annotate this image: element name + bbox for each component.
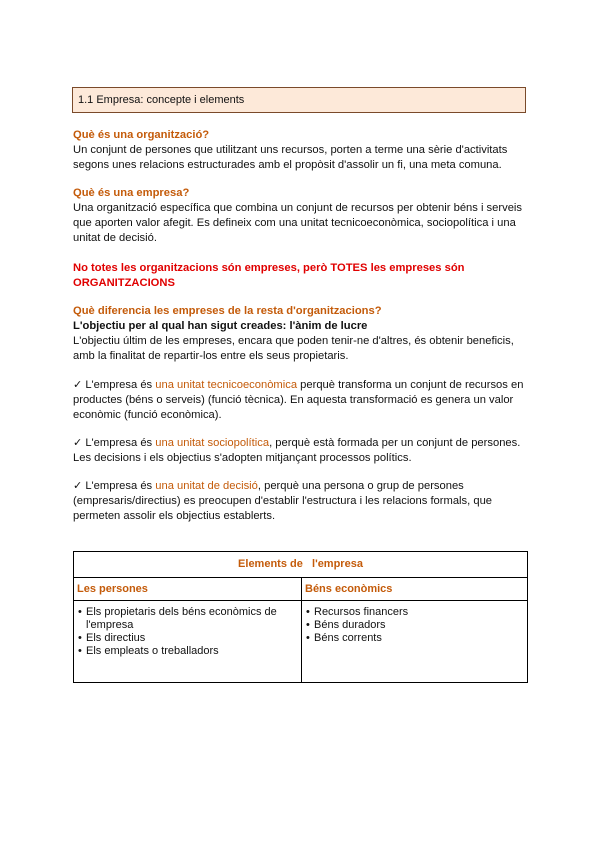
- check-item-decisio: [73, 478, 533, 524]
- text-line: [73, 377, 533, 393]
- table-column-row: [74, 578, 528, 601]
- text-line: (empresaris/directius) es preocupen d'establir l'estructura i les relacions formals, que: [73, 495, 493, 507]
- bens-list: [306, 606, 523, 645]
- organitzacio-definition: [73, 143, 533, 173]
- check-mark-icon: ✓: [73, 436, 83, 449]
- table-row: [74, 601, 528, 683]
- check-mark-icon: ✓: [73, 378, 83, 391]
- text-line: Les decisions i els objectius s'adopten mitjançant processos polítics.: [73, 452, 412, 464]
- item-prefix: L'empresa és: [82, 480, 156, 492]
- question-empresa: Què és una empresa?: [73, 187, 190, 199]
- text-line: L'objectiu últim de les empreses, encara que poden tenir-ne d'altres, és obtenir beneficis,: [73, 335, 514, 347]
- question-organitzacio: Què és una organització?: [73, 129, 210, 141]
- item-prefix: L'empresa és: [82, 379, 156, 391]
- text-line: productes (béns o serveis) (funció tècnica). En aquesta transformació es genera un valor: [73, 394, 514, 406]
- text-line: Un conjunt de persones que utilitzant uns recursos, porten a terme una sèrie d'activitats: [73, 144, 508, 156]
- text-line: amb la finalitat de repartir-los entre els seus propietaris.: [73, 350, 349, 362]
- bens-cell: [302, 601, 528, 683]
- table-heading-row: [74, 552, 528, 578]
- empresa-definition: [73, 201, 533, 246]
- check-mark-icon: ✓: [73, 479, 83, 492]
- list-item: • Els empleats o treballadors: [78, 645, 297, 658]
- table-heading: Elements de l'empresa: [74, 552, 528, 578]
- column-header-persones: Les persones: [74, 578, 302, 601]
- text-line: permeten assolir els objectius establerts.: [73, 510, 276, 522]
- text-line: segons unes relacions estructurades amb el propòsit d'assolir un fi, una meta comuna.: [73, 159, 502, 171]
- list-item: • Els directius: [78, 632, 297, 645]
- persones-list: [78, 606, 297, 658]
- persones-cell: [74, 601, 302, 683]
- highlight-statement: [73, 261, 533, 291]
- list-item: • Els propietaris dels béns econòmics de l'empresa: [78, 606, 297, 632]
- section-title-box: [72, 87, 526, 113]
- item-term: una unitat de decisió: [155, 480, 258, 492]
- elements-table: [73, 551, 528, 683]
- check-item-sociopolitica: [73, 435, 533, 466]
- question-diferencia: Què diferencia les empreses de la resta d'organitzacions?: [73, 305, 382, 317]
- list-item: • Béns duradors: [306, 619, 523, 632]
- item-prefix: L'empresa és: [82, 437, 156, 449]
- list-item: • Recursos financers: [306, 606, 523, 619]
- item-suffix: , perquè una persona o grup de persones: [257, 480, 464, 492]
- check-item-tecnicoeconomica: [73, 377, 533, 423]
- item-term: una unitat sociopolítica: [155, 437, 270, 449]
- item-suffix: perquè transforma un conjunt de recursos en: [297, 379, 524, 391]
- list-item: • Béns corrents: [306, 632, 523, 645]
- text-line: No totes les organitzacions són empreses, però TOTES les empreses són: [73, 262, 465, 274]
- text-line: unitat de decisió.: [73, 232, 157, 244]
- objectiu-subtitle: L'objectiu per al qual han sigut creades: l'ànim de lucre: [73, 320, 368, 332]
- text-line: Una organització específica que combina un conjunt de recursos per obtenir béns i serveis: [73, 202, 522, 214]
- item-term: una unitat tecnicoeconòmica: [155, 379, 298, 391]
- text-line: [73, 478, 533, 494]
- item-suffix: , perquè està formada per un conjunt de persones.: [269, 437, 521, 449]
- text-line: econòmic (funció econòmica).: [73, 409, 222, 421]
- text-line: [73, 435, 533, 451]
- text-line: ORGANITZACIONS: [73, 277, 175, 289]
- section-title: 1.1 Empresa: concepte i elements: [78, 94, 245, 106]
- objectiu-description: [73, 334, 533, 364]
- column-header-bens: Béns econòmics: [302, 578, 528, 601]
- text-line: que aporten valor afegit. Es defineix com una unitat tecnicoeconòmica, sociopolítica i una: [73, 217, 516, 229]
